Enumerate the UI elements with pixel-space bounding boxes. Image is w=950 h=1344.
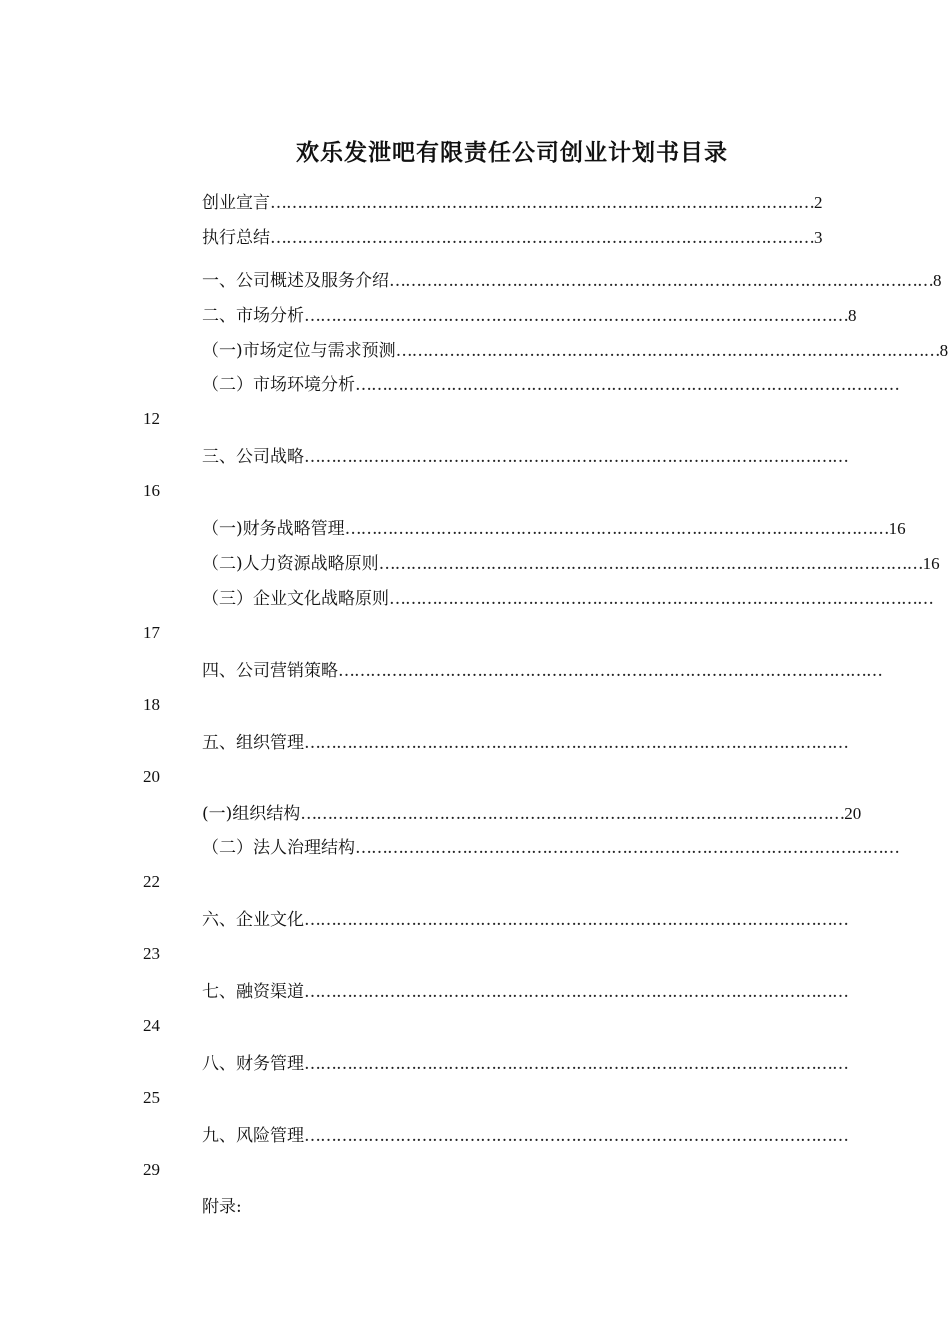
toc-entry-label: 执行总结 [202,228,270,248]
toc-entry-page: 16 [888,519,906,538]
toc-entry-11[interactable] [202,728,848,753]
toc-entry-2[interactable] [202,266,942,291]
toc-entry-page: 12 [143,409,160,428]
toc-entry-label: (一)组织结构 [202,804,301,824]
toc-entry-label: 八、财务管理 [202,1054,304,1074]
toc-leader-dots: ………………………………………………………………………………………… [304,447,848,467]
toc-entry-14[interactable] [202,905,848,930]
toc-leader-dots: ………………………………………………………………………………………… [304,1126,848,1146]
toc-entry-label: 五、组织管理 [202,733,304,753]
toc-leader-dots: ………………………………………………………………………………………… [270,228,814,248]
toc-leader-dots: ………………………………………………………………………………………… [304,910,848,930]
toc-entry-page: 8 [933,271,942,290]
document-title: 欢乐发泄吧有限责任公司创业计划书目录 [296,139,728,166]
toc-entry-label: 一、公司概述及服务介绍 [202,271,389,291]
toc-leader-dots: ………………………………………………………………………………………… [304,982,848,1002]
toc-entry-16[interactable] [202,1049,848,1074]
toc-entry-page: 25 [143,1088,160,1107]
toc-entry-label: （二）市场环境分析 [202,375,355,395]
toc-entry-label: 四、公司营销策略 [202,661,338,681]
toc-entry-17[interactable] [202,1121,848,1146]
toc-entry-12[interactable] [202,799,862,824]
toc-leader-dots: ………………………………………………………………………………………… [304,1054,848,1074]
toc-entry-label: 九、风险管理 [202,1126,304,1146]
toc-entry-label: 创业宣言 [202,193,270,213]
toc-entry-7[interactable] [202,514,906,539]
toc-entry-13[interactable] [202,833,899,858]
toc-entry-label: 三、公司战略 [202,447,304,467]
toc-leader-dots: ………………………………………………………………………………………… [389,589,933,609]
appendix-label [202,1192,242,1216]
toc-leader-dots: ………………………………………………………………………………………… [344,519,889,539]
toc-entry-page: 24 [143,1016,160,1035]
toc-leader-dots: ………………………………………………………………………………………… [355,375,899,395]
toc-entry-10[interactable] [202,656,882,681]
toc-entry-label: （二)人力资源战略原则 [202,554,379,574]
toc-entry-4[interactable] [202,336,949,361]
toc-entry-page: 17 [143,623,160,642]
toc-leader-dots: ………………………………………………………………………………………… [378,554,923,574]
toc-entry-page: 16 [922,554,940,573]
toc-leader-dots: ………………………………………………………………………………………… [389,271,933,291]
toc-leader-dots: ………………………………………………………………………………………… [304,306,848,326]
toc-leader-dots: ………………………………………………………………………………………… [270,193,814,213]
toc-entry-page: 2 [814,193,823,212]
toc-entry-page: 16 [143,481,160,500]
toc-entry-page: 8 [848,306,857,325]
toc-entry-15[interactable] [202,977,848,1002]
toc-entry-page: 20 [143,767,160,786]
toc-entry-page: 20 [844,804,862,823]
toc-entry-0[interactable] [202,188,823,213]
toc-entry-page: 8 [939,341,949,360]
toc-entry-3[interactable] [202,301,857,326]
toc-entry-label: 六、企业文化 [202,910,304,930]
toc-entry-page: 18 [143,695,160,714]
toc-leader-dots: ………………………………………………………………………………………… [395,341,940,361]
toc-entry-page: 3 [814,228,823,247]
toc-entry-8[interactable] [202,549,940,574]
toc-entry-page: 29 [143,1160,160,1179]
toc-entry-label: （一)市场定位与需求预测 [202,341,396,361]
toc-entry-1[interactable] [202,223,823,248]
toc-entry-label: 二、市场分析 [202,306,304,326]
toc-entry-6[interactable] [202,442,848,467]
toc-entry-page: 23 [143,944,160,963]
toc-entry-label: （一)财务战略管理 [202,519,345,539]
toc-entry-label: （三）企业文化战略原则 [202,589,389,609]
toc-entry-5[interactable] [202,370,899,395]
toc-leader-dots: ………………………………………………………………………………………… [338,661,882,681]
toc-entry-label: （二）法人治理结构 [202,838,355,858]
toc-leader-dots: ………………………………………………………………………………………… [355,838,899,858]
toc-entry-label: 七、融资渠道 [202,982,304,1002]
appendix-text: 附录: [202,1197,242,1217]
toc-leader-dots: ………………………………………………………………………………………… [300,804,845,824]
toc-entry-page: 22 [143,872,160,891]
toc-leader-dots: ………………………………………………………………………………………… [304,733,848,753]
toc-entry-9[interactable] [202,584,933,609]
